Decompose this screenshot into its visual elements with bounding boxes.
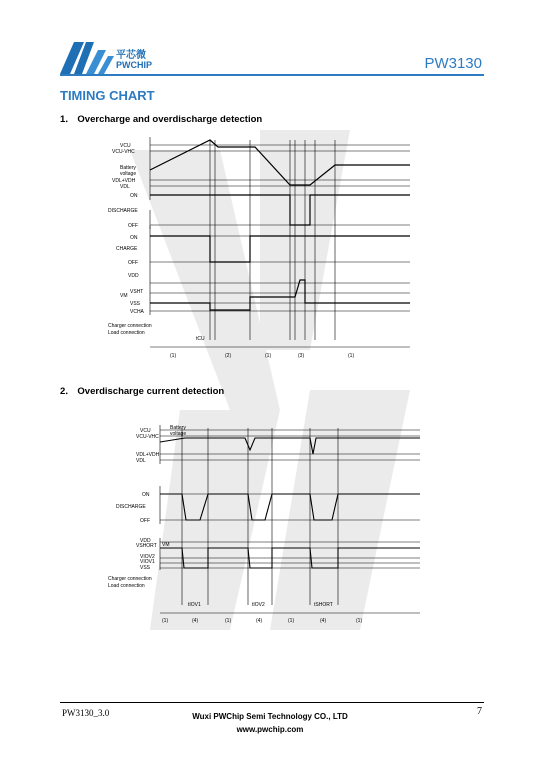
chart2-label: DISCHARGE <box>116 504 146 510</box>
section-title: TIMING CHART <box>60 88 155 103</box>
footer-rule <box>60 702 484 703</box>
chart1-label: CHARGE <box>116 246 138 252</box>
chart1-label: OFF <box>128 260 138 266</box>
chart1-label: VM <box>120 293 128 299</box>
chart1-label: OFF <box>128 223 138 229</box>
chart2-label: VSHORT <box>136 543 157 549</box>
chart2-timing: tIOV2 <box>252 602 265 608</box>
chart2-label: VIOV1 <box>140 559 155 565</box>
chart2-period: (1) <box>162 618 169 624</box>
chart1-label: DISCHARGE <box>108 208 138 214</box>
chart2-period: (4) <box>192 618 199 624</box>
chart1-label: VCU-VHC <box>112 149 135 155</box>
chart1-label: VSHT <box>130 289 144 295</box>
brand-chinese: 平芯微 <box>116 50 146 61</box>
chart2-label: OFF <box>140 518 150 524</box>
chart1-label: Battery <box>120 165 136 171</box>
chart2-timing: tIOV1 <box>188 602 201 608</box>
header-rule <box>60 74 484 76</box>
chart2-label: VDL+VDH <box>136 452 160 458</box>
chart2-timing: tSHORT <box>314 602 333 608</box>
chart2-period: (4) <box>320 618 327 624</box>
chart2-conn-label: Charger connection <box>108 576 152 582</box>
footer-company-name: Wuxi PWChip Semi Technology CO., LTD <box>192 712 348 721</box>
chart1-label: voltage <box>120 171 137 177</box>
chart1-label: VCU <box>120 143 131 149</box>
chart2-period: (1) <box>225 618 232 624</box>
heading-overdischarge: 2． Overdischarge current detection <box>60 386 225 397</box>
chart2-label: ON <box>142 492 150 498</box>
chart1-period: (1) <box>348 353 355 359</box>
chart1-label: VSS <box>130 301 141 307</box>
chart2-period: (1) <box>356 618 363 624</box>
chart1-label: VDL <box>120 184 130 190</box>
chart1-label: VDL+VDH <box>112 178 136 184</box>
chart1-tcu: tCU <box>196 336 205 342</box>
chart1-period: (1) <box>170 353 177 359</box>
timing-chart-2 <box>100 420 440 630</box>
chart1-label: VCHA <box>130 309 144 315</box>
chart2-conn-label: Load connection <box>108 583 145 589</box>
chart1-conn-label: Load connection <box>108 330 145 336</box>
footer-company <box>190 710 350 736</box>
chart1-label: ON <box>130 235 138 241</box>
chart2-label: VCU-VHC <box>136 434 159 440</box>
chart2-label: VDD <box>140 538 151 544</box>
chart1-conn-label: Charger connection <box>108 323 152 329</box>
page-number: 7 <box>477 706 482 717</box>
chart2-label: VM <box>162 542 170 548</box>
footer-doc-version: PW3130_3.0 <box>62 708 110 718</box>
chart1-period: (1) <box>265 353 272 359</box>
chart2-label: Battery <box>170 425 186 431</box>
footer-url[interactable]: www.pwchip.com <box>236 725 304 734</box>
chart1-period: (2) <box>225 353 232 359</box>
chart1-period: (3) <box>298 353 305 359</box>
chart2-label: VSS <box>140 565 151 571</box>
model-number: PW3130 <box>424 55 482 72</box>
chart2-period: (4) <box>256 618 263 624</box>
chart1-label: VDD <box>128 273 139 279</box>
chart2-period: (1) <box>288 618 295 624</box>
chart2-label: VDL <box>136 458 146 464</box>
chart2-label: VIOV2 <box>140 554 155 560</box>
heading-overcharge: 1． Overcharge and overdischarge detection <box>60 114 263 125</box>
chart1-label: ON <box>130 193 138 199</box>
chart2-label: voltage <box>170 431 187 437</box>
chart2-label: VCU <box>140 428 151 434</box>
timing-chart-1 <box>100 125 440 365</box>
brand-english: PWCHIP <box>116 60 152 70</box>
